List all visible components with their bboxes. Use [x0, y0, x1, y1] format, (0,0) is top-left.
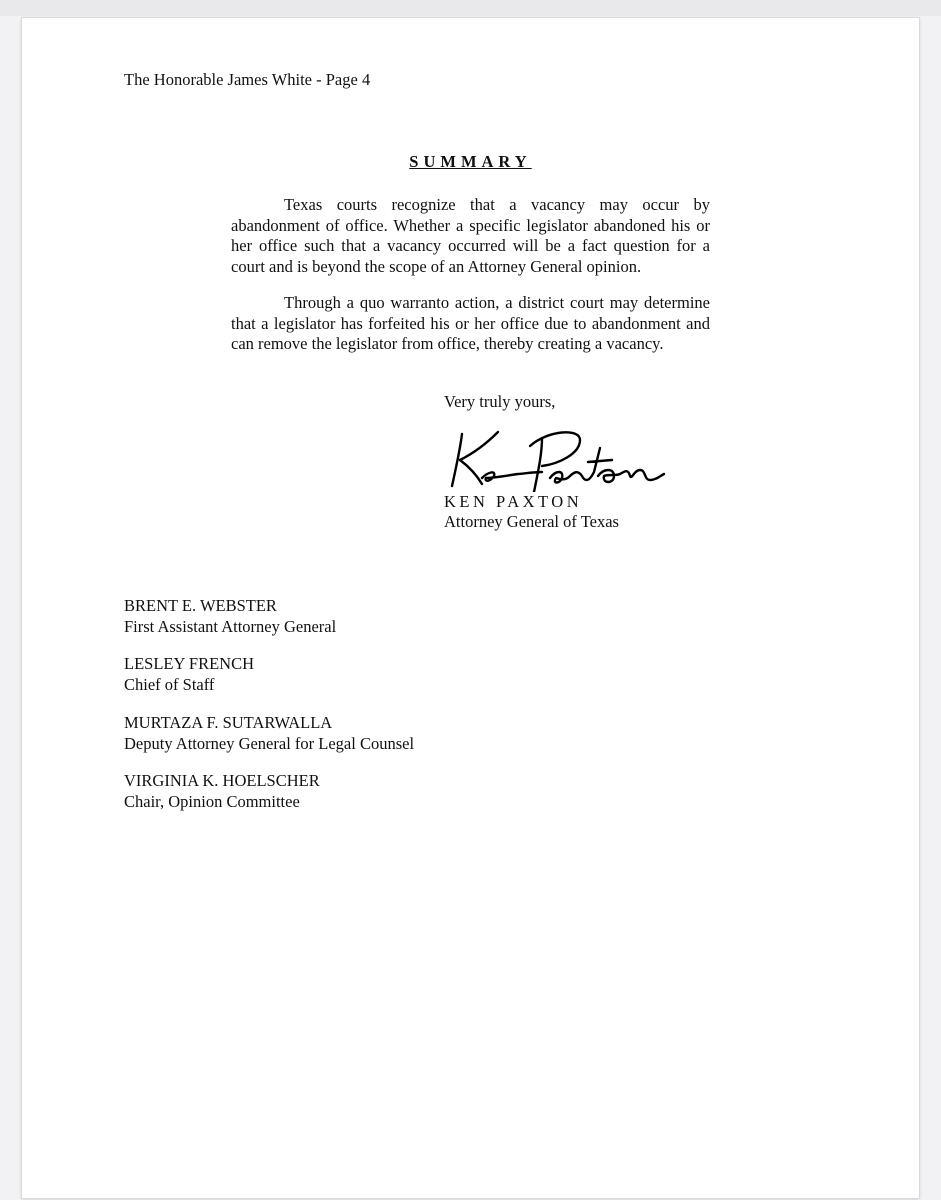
signer-title: Attorney General of Texas — [444, 512, 619, 531]
staff-name: VIRGINIA K. HOELSCHER — [124, 771, 320, 790]
staff-name: LESLEY FRENCH — [124, 654, 255, 673]
staff-entry — [124, 595, 336, 637]
signature — [438, 420, 668, 492]
staff-title: First Assistant Attorney General — [124, 617, 337, 636]
staff-title: Deputy Attorney General for Legal Counsel — [124, 734, 415, 753]
staff-title: Chair, Opinion Committee — [124, 792, 300, 811]
staff-name: BRENT E. WEBSTER — [124, 596, 277, 615]
document-page — [22, 18, 919, 1198]
running-header: The Honorable James White - Page 4 — [124, 70, 371, 89]
staff-title: Chief of Staff — [124, 675, 215, 694]
staff-entry — [124, 770, 320, 812]
viewer-top-strip — [0, 0, 941, 16]
staff-name: MURTAZA F. SUTARWALLA — [124, 713, 333, 732]
closing-salutation: Very truly yours, — [444, 392, 556, 411]
signer-name: KEN PAXTON — [444, 492, 583, 511]
staff-entry — [124, 653, 254, 695]
summary-heading: SUMMARY — [409, 152, 532, 171]
staff-entry — [124, 712, 414, 754]
summary-paragraph-2: Through a quo warranto action, a district court may determine that a legislator has forfeited his or her office due to abandonment and can remove the legislator from office, thereby creating a vacancy. — [231, 293, 710, 353]
summary-paragraph-1: Texas courts recognize that a vacancy may occur by abandonment of office. Whether a specific legislator abandoned his or her office such that a vacancy occurred will be a fact question for a court and is beyond the scope of an Attorney General opinion. — [231, 195, 710, 276]
